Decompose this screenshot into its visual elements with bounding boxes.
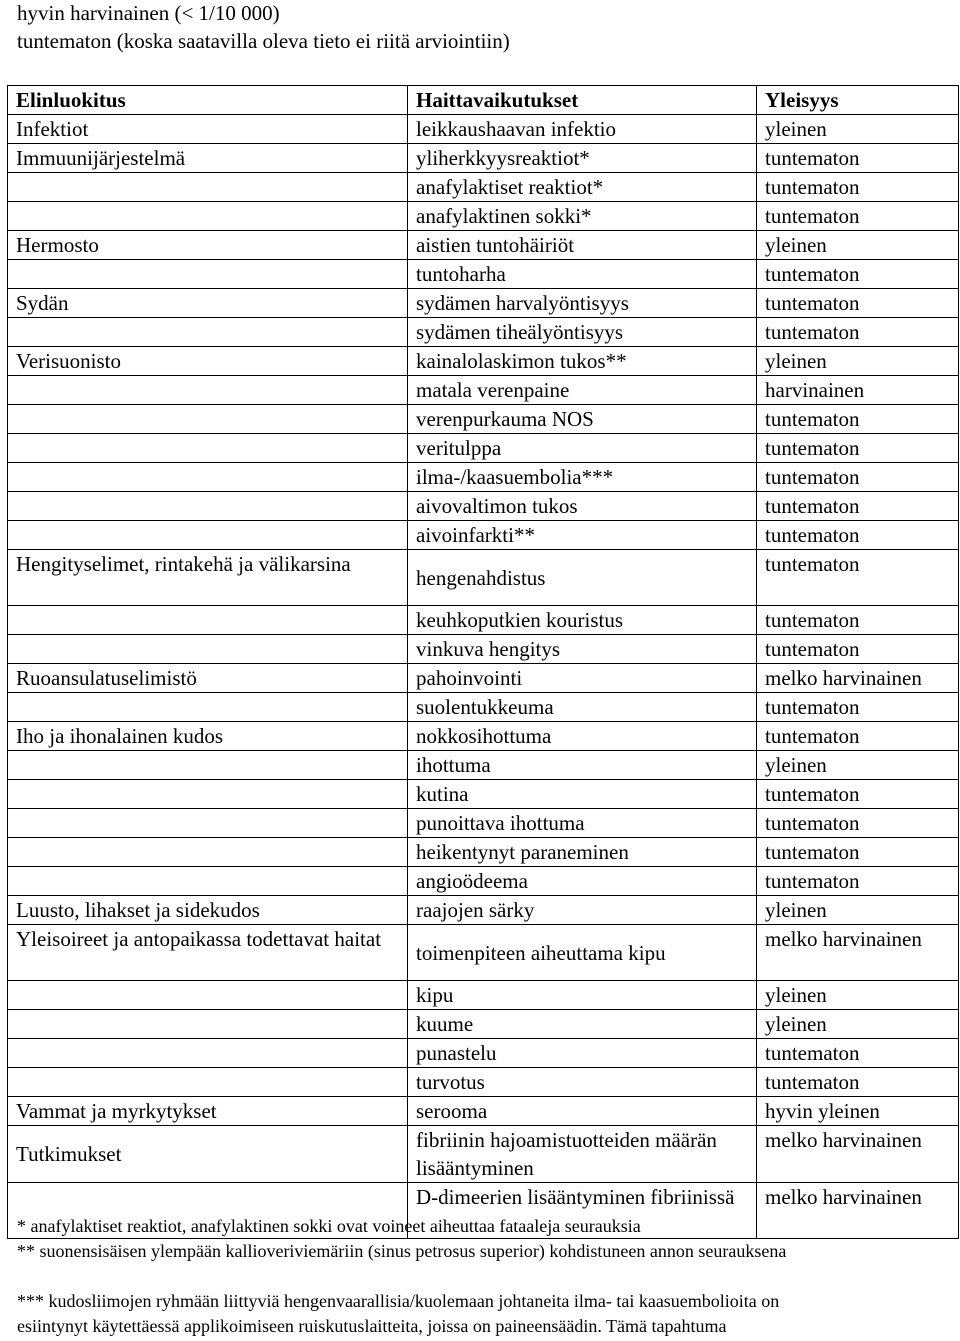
organ-class-cell <box>8 405 408 434</box>
frequency-cell: yleinen <box>757 115 959 144</box>
organ-class-cell: Vammat ja myrkytykset <box>8 1097 408 1126</box>
frequency-cell: tuntematon <box>757 521 959 550</box>
frequency-cell: melko harvinainen <box>757 664 959 693</box>
adverse-reaction-cell: veritulppa <box>408 434 757 463</box>
frequency-cell: tuntematon <box>757 144 959 173</box>
frequency-cell: tuntematon <box>757 606 959 635</box>
table-row <box>8 1010 959 1039</box>
frequency-cell: tuntematon <box>757 1068 959 1097</box>
table-row <box>8 115 959 144</box>
table-row <box>8 1068 959 1097</box>
adverse-reaction-cell: hengenahdistus <box>408 550 757 606</box>
table-row <box>8 867 959 896</box>
frequency-cell: tuntematon <box>757 492 959 521</box>
frequency-cell: tuntematon <box>757 780 959 809</box>
frequency-cell: tuntematon <box>757 434 959 463</box>
adverse-reactions-table <box>7 85 959 1239</box>
frequency-legend <box>17 0 947 55</box>
adverse-reaction-cell: pahoinvointi <box>408 664 757 693</box>
adverse-reaction-cell: keuhkoputkien kouristus <box>408 606 757 635</box>
header-organ-class: Elinluokitus <box>8 86 408 115</box>
organ-class-cell <box>8 202 408 231</box>
frequency-cell: yleinen <box>757 231 959 260</box>
organ-class-cell <box>8 981 408 1010</box>
adverse-reaction-cell: sydämen tiheälyöntisyys <box>408 318 757 347</box>
adverse-reaction-cell: serooma <box>408 1097 757 1126</box>
table-row <box>8 838 959 867</box>
table-row <box>8 173 959 202</box>
table-row <box>8 550 959 606</box>
table-row <box>8 347 959 376</box>
organ-class-cell: Sydän <box>8 289 408 318</box>
table-row <box>8 434 959 463</box>
organ-class-cell: Hengityselimet, rintakehä ja välikarsina <box>8 550 408 606</box>
table-row <box>8 405 959 434</box>
adverse-reaction-cell: turvotus <box>408 1068 757 1097</box>
organ-class-cell: Yleisoireet ja antopaikassa todettavat haitat <box>8 925 408 981</box>
table-row <box>8 606 959 635</box>
adverse-reaction-cell: punastelu <box>408 1039 757 1068</box>
table-row <box>8 376 959 405</box>
adverse-reaction-cell: angioödeema <box>408 867 757 896</box>
adverse-reaction-cell: sydämen harvalyöntisyys <box>408 289 757 318</box>
adverse-reaction-cell: aivovaltimon tukos <box>408 492 757 521</box>
footnote-3-continued: esiintynyt käytettäessä applikoimiseen ruiskutuslaitteita, joissa on paineensäädin. Tämä tapahtuma <box>17 1316 727 1336</box>
table-row <box>8 202 959 231</box>
adverse-reaction-cell: suolentukkeuma <box>408 693 757 722</box>
frequency-cell: tuntematon <box>757 260 959 289</box>
frequency-cell: tuntematon <box>757 550 959 606</box>
table-row <box>8 664 959 693</box>
adverse-reaction-cell: fibriinin hajoamistuotteiden määrän lisääntyminen <box>408 1126 757 1183</box>
organ-class-cell <box>8 809 408 838</box>
adverse-reaction-cell: kuume <box>408 1010 757 1039</box>
frequency-cell: tuntematon <box>757 202 959 231</box>
table-row <box>8 635 959 664</box>
frequency-cell: yleinen <box>757 751 959 780</box>
organ-class-cell: Luusto, lihakset ja sidekudos <box>8 896 408 925</box>
table-row <box>8 521 959 550</box>
frequency-cell: tuntematon <box>757 722 959 751</box>
header-adverse-reactions: Haittavaikutukset <box>408 86 757 115</box>
frequency-cell: tuntematon <box>757 405 959 434</box>
organ-class-cell <box>8 521 408 550</box>
adverse-reaction-cell: kipu <box>408 981 757 1010</box>
table-row <box>8 260 959 289</box>
table-row <box>8 925 959 981</box>
frequency-cell: tuntematon <box>757 867 959 896</box>
frequency-cell: tuntematon <box>757 463 959 492</box>
organ-class-cell: Tutkimukset <box>8 1126 408 1183</box>
table-row <box>8 896 959 925</box>
organ-class-cell <box>8 780 408 809</box>
adverse-reaction-cell: yliherkkyysreaktiot* <box>408 144 757 173</box>
organ-class-cell <box>8 867 408 896</box>
adverse-reaction-cell: kainalolaskimon tukos** <box>408 347 757 376</box>
frequency-cell: melko harvinainen <box>757 1183 959 1239</box>
organ-class-cell <box>8 260 408 289</box>
adverse-reaction-cell: vinkuva hengitys <box>408 635 757 664</box>
adverse-reaction-cell: aistien tuntohäiriöt <box>408 231 757 260</box>
adverse-reaction-cell: aivoinfarkti** <box>408 521 757 550</box>
table-row <box>8 463 959 492</box>
adverse-reaction-cell: anafylaktiset reaktiot* <box>408 173 757 202</box>
organ-class-cell: Immuunijärjestelmä <box>8 144 408 173</box>
frequency-cell: tuntematon <box>757 289 959 318</box>
organ-class-cell: Verisuonisto <box>8 347 408 376</box>
adverse-reaction-cell: heikentynyt paraneminen <box>408 838 757 867</box>
adverse-reaction-cell: ihottuma <box>408 751 757 780</box>
adverse-reaction-cell: raajojen särky <box>408 896 757 925</box>
organ-class-cell <box>8 751 408 780</box>
table-row <box>8 722 959 751</box>
frequency-cell: yleinen <box>757 347 959 376</box>
table-row <box>8 144 959 173</box>
frequency-cell: yleinen <box>757 1010 959 1039</box>
organ-class-cell: Iho ja ihonalainen kudos <box>8 722 408 751</box>
table-row <box>8 231 959 260</box>
adverse-reaction-cell: anafylaktinen sokki* <box>408 202 757 231</box>
adverse-reaction-cell: matala verenpaine <box>408 376 757 405</box>
frequency-cell: yleinen <box>757 981 959 1010</box>
organ-class-cell: Ruoansulatuselimistö <box>8 664 408 693</box>
adverse-reaction-cell: nokkosihottuma <box>408 722 757 751</box>
frequency-cell: tuntematon <box>757 693 959 722</box>
footnotes <box>17 1214 952 1339</box>
organ-class-cell <box>8 838 408 867</box>
table-row <box>8 492 959 521</box>
frequency-cell: tuntematon <box>757 838 959 867</box>
frequency-note-unknown: tuntematon (koska saatavilla oleva tieto ei riitä arviointiin) <box>17 29 510 53</box>
organ-class-cell <box>8 1039 408 1068</box>
footnote-2: ** suonensisäisen ylempään kallioveriviemäriin (sinus petrosus superior) kohdistuneen annon seurauksena <box>17 1241 787 1261</box>
frequency-cell: hyvin yleinen <box>757 1097 959 1126</box>
organ-class-cell: Infektiot <box>8 115 408 144</box>
frequency-cell: tuntematon <box>757 173 959 202</box>
footnote-3: *** kudosliimojen ryhmään liittyviä hengenvaarallisia/kuolemaan johtaneita ilma- tai kaasuembolioita on <box>17 1291 780 1311</box>
frequency-cell: melko harvinainen <box>757 925 959 981</box>
table-row <box>8 780 959 809</box>
organ-class-cell <box>8 173 408 202</box>
frequency-cell: yleinen <box>757 896 959 925</box>
organ-class-cell <box>8 318 408 347</box>
header-frequency: Yleisyys <box>757 86 959 115</box>
frequency-cell: tuntematon <box>757 1039 959 1068</box>
organ-class-cell <box>8 635 408 664</box>
table-row <box>8 751 959 780</box>
table-row <box>8 1126 959 1183</box>
adverse-reaction-cell: ilma-/kaasuembolia*** <box>408 463 757 492</box>
table-row <box>8 809 959 838</box>
frequency-cell: tuntematon <box>757 635 959 664</box>
adverse-reaction-cell: tuntoharha <box>408 260 757 289</box>
table-row <box>8 289 959 318</box>
organ-class-cell <box>8 492 408 521</box>
organ-class-cell <box>8 693 408 722</box>
organ-class-cell: Hermosto <box>8 231 408 260</box>
table-row <box>8 1097 959 1126</box>
organ-class-cell <box>8 434 408 463</box>
table-row <box>8 318 959 347</box>
frequency-cell: tuntematon <box>757 809 959 838</box>
frequency-cell: harvinainen <box>757 376 959 405</box>
adverse-reaction-cell: D-dimeerien lisääntyminen fibriinissä <box>408 1183 757 1239</box>
adverse-reaction-cell: punoittava ihottuma <box>408 809 757 838</box>
table-row <box>8 693 959 722</box>
adverse-reaction-cell: verenpurkauma NOS <box>408 405 757 434</box>
footnote-1: * anafylaktiset reaktiot, anafylaktinen sokki ovat voineet aiheuttaa fataaleja seurauksia <box>17 1216 641 1236</box>
organ-class-cell <box>8 463 408 492</box>
adverse-reaction-cell: kutina <box>408 780 757 809</box>
frequency-cell: melko harvinainen <box>757 1126 959 1183</box>
adverse-reaction-cell: leikkaushaavan infektio <box>408 115 757 144</box>
organ-class-cell <box>8 606 408 635</box>
frequency-note-very-rare: hyvin harvinainen (< 1/10 000) <box>17 1 280 25</box>
organ-class-cell <box>8 1010 408 1039</box>
adverse-reaction-cell: toimenpiteen aiheuttama kipu <box>408 925 757 981</box>
organ-class-cell <box>8 376 408 405</box>
table-row <box>8 1039 959 1068</box>
table-body <box>8 115 959 1239</box>
organ-class-cell <box>8 1068 408 1097</box>
table-row <box>8 981 959 1010</box>
frequency-cell: tuntematon <box>757 318 959 347</box>
table-header-row <box>8 86 959 115</box>
footnote-spacer <box>17 1264 952 1289</box>
